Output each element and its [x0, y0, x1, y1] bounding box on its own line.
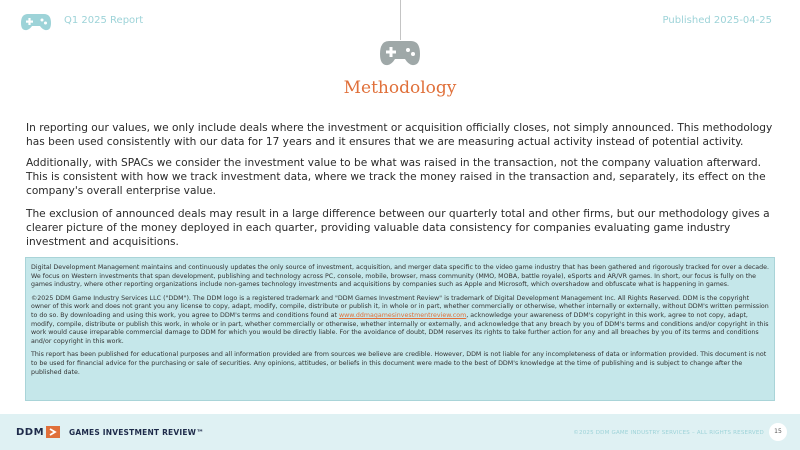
page-number: 15: [769, 423, 787, 441]
decorative-line: [400, 0, 401, 40]
report-label: Q1 2025 Report: [64, 15, 144, 26]
ddm-logo: [16, 426, 60, 438]
methodology-paragraph: In reporting our values, we only include deals where the investment or acquisition officially closes, not simply announced. This methodology has been used consistently with our data for 17 years and it ensures that we are measuring actual activity instead of potential activity.: [26, 122, 773, 148]
disclaimer-paragraph: Digital Development Management maintains and continuously updates the only source of investment, acquisition, and merger data specific to the video game industry that has been gathered and rigorously tracked for over a decade. We focus on Western investments that span development, publishing and technology across PC, console, mobile, browser, mass community (MMO, MOBA, battle royale), eSports and AR/VR games. In short, our focus is fully on the games industry, where other reporting organizations include non-games technology investments and acquisitions by companies such as Apple and Microsoft, which overshadow and obfuscate what is happening in games.: [31, 264, 770, 289]
copyright-text: ©2025 DDM Game Industry Services LLC ("DDM"). The DDM logo is a registered trademark and "DDM Games Investment Review" is trademark of Digital Development Management Inc. All Rights Reserved. DDM is the copyright owner of this work and does not grant you any license to copy, adapt, modify, compile, distribute or publish it, in whole or in part, whether commercially or otherwise, whether internally or externally, without DDM's written permission to do so. By downloading and using this work, you agree to DDM's terms and conditions found at: [31, 294, 769, 319]
footer-copyright: ©2025 DDM GAME INDUSTRY SERVICES – ALL RIGHTS RESERVED: [573, 430, 764, 436]
liability-paragraph: This report has been published for educational purposes and all information provided are from sources we believe are credible. However, DDM is not liable for any incompleteness of data or information provided. This document is not to be used for financial advice for the purchasing or sale of securities. Any opinions, attitudes, or beliefs in this document were made to the best of DDM's knowledge at the time of publishing and is subject to change after the published date.: [31, 351, 767, 376]
disclaimer-box: [25, 257, 775, 401]
footer: [0, 414, 800, 450]
copyright-paragraph: [31, 295, 769, 347]
gamepad-icon: [20, 12, 52, 32]
page-title: Methodology: [343, 78, 457, 98]
arrow-icon: [46, 426, 60, 438]
copyright-text-continued: , acknowledge your awareness of DDM's copyright in this work, agree to not copy, adapt, modify, compile, distribute or publish this work, in whole or in part, whether commercially or otherwise, whether internally or externally, and acknowledge that any breach by you of DDM's terms and conditions and/or copyright in this work would cause irreparable commercial damage to DDM for which you would be directly liable. For the avoidance of doubt, DDM reserves its rights to take further action for any and all breaches by you of its terms and conditions and/or copyright in this work.: [31, 311, 769, 345]
gamepad-icon: [378, 38, 422, 68]
footer-title: GAMES INVESTMENT REVIEW™: [69, 428, 204, 437]
methodology-paragraph: Additionally, with SPACs we consider the investment value to be what was raised in the transaction, not the company valuation afterward. This is consistent with how we track investment data, where we track the money raised in the transaction and, separately, its effect on the company's overall enterprise value.: [26, 157, 766, 197]
ddm-logo-text: DDM: [16, 426, 45, 438]
terms-link[interactable]: www.ddmagamesinvestmentreview.com: [338, 311, 467, 319]
methodology-paragraph: The exclusion of announced deals may result in a large difference between our quarterly total and other firms, but our methodology gives a clearer picture of the money deployed in each quarter, providing valuable data consistency for companies evaluating game industry investment and acquisitions.: [26, 208, 770, 248]
published-date: Published 2025-04-25: [662, 15, 772, 26]
